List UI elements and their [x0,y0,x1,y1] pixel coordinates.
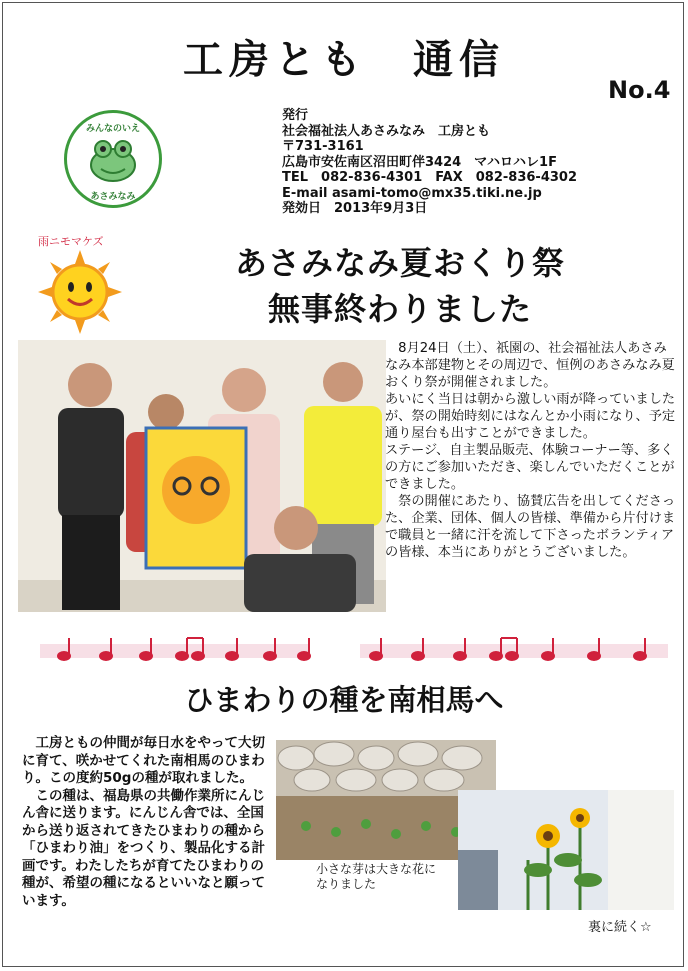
rain-note: 雨ニモマケズ [38,235,104,248]
sunflowers-photo [458,790,674,910]
publisher-line: 社会福祉法人あさみなみ 工房とも [282,123,491,139]
article-paragraph: 8月24日（土）、祇園の、社会福祉法人あさみなみ本部建物とその周辺で、恒例のあさみなみ夏おくり祭が開催されました。 [385,341,675,390]
headline-line-2: 無事終わりました [267,290,532,328]
continued-note: 裏に続く☆ [588,920,652,935]
publisher-line: 広島市安佐南区沼田町伴3424 マハロハレ1F [282,154,557,170]
smiling-sun-icon [38,250,122,334]
article-paragraph: 祭の開催にあたり、協賛広告を出してくださった、企業、団体、個人の皆様、準備から片付けまで職員と一緒に汗を流して下さったボランティアの皆様、本当にありがとうございました。 [385,494,676,560]
article-paragraph: この種は、福島県の共働作業所にんじん舎に送ります。にんじん舎では、全国から送り返されてきたひまわりの種から「ひまわり油」をつくり、製品化する計画です。わたしたちが育てたひまわりの種が、希望の種になるといいなと願っています。 [22,787,265,909]
publisher-line: 発効日 2013年9月3日 [282,201,428,216]
publisher-line: 発行 [282,108,309,123]
festival-headline [130,240,670,332]
festival-article [385,340,677,561]
publisher-line: 〒731-3161 [282,139,364,154]
frog-logo [64,110,162,208]
sunflower-article [22,735,274,910]
publisher-info [282,108,577,217]
article-paragraph: 工房ともの仲間が毎日水をやって大切に育て、咲かせてくれた南相馬のひまわり。この度約50gの種が取れました。 [22,735,265,786]
sunflower-headline: ひまわりの種を南相馬へ [184,683,504,717]
logo-text-top: みんなのいえ [85,124,140,134]
headline-line-1: あさみなみ夏おくり祭 [234,244,565,282]
caption-line: なりました [316,877,377,891]
publisher-line: TEL 082-836-4301 FAX 082-836-4302 [282,170,577,185]
photo-caption [316,862,436,892]
music-notes-divider [40,630,668,666]
caption-line: 小さな芽は大きな花に [316,862,437,876]
article-paragraph: ステージ、自主製品販売、体験コーナー等、多くの方にご参加いただき、楽しんでいただくことができました。 [385,443,675,492]
newsletter-title: 工房とも 通信 [183,37,505,83]
logo-text-bottom: あさみなみ [90,192,136,202]
article-paragraph: あいにく当日は朝から激しい雨が降っていましたが、祭の開始時刻にはなんとか小雨になり、予定通り屋台も出すことができました。 [385,392,676,441]
publisher-line: E-mail asami-tomo@mx35.tiki.ne.jp [282,185,542,201]
issue-number: No.4 [608,76,671,104]
group-photo [18,340,386,612]
